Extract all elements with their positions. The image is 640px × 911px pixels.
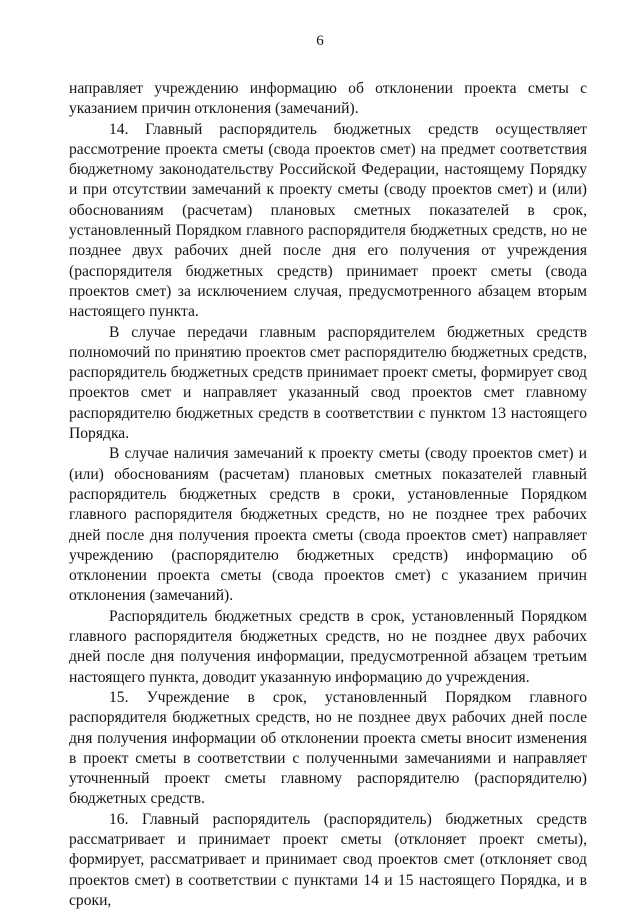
paragraph-continuation: направляет учреждению информацию об отклонении проекта сметы с указанием причин отклонения (замечаний). [69, 80, 587, 118]
document-body [69, 79, 587, 911]
paragraph-item-16: 16. Главный распорядитель (распорядитель) бюджетных средств рассматривает и принимает проект сметы (отклоняет проект сметы), формирует, рассматривает и принимает свод проектов смет (отклоняет свод проектов смет) в соответствии с пунктами 14 и 15 настоящего Порядка, и в сроки, [69, 810, 587, 909]
paragraph-item-15: 15. Учреждение в срок, установленный Порядком главного распорядителя бюджетных средств, но не позднее двух рабочих дней после дня получения информации об отклонении проекта сметы вносит изменения в проект сметы в соответствии с полученными замечаниями и направляет уточненный проект сметы главному распорядителю (распорядителю) бюджетных средств. [69, 688, 587, 808]
paragraph-item-14-distributor: Распорядитель бюджетных средств в срок, установленный Порядком главного распорядителя бюджетных средств, но не позднее двух рабочих дней после дня получения информации, предусмотренной абзацем третьим настоящего пункта, доводит указанную информацию до учреждения. [69, 607, 587, 686]
paragraph-item-14-remarks: В случае наличия замечаний к проекту сметы (своду проектов смет) и (или) обоснованиям (расчетам) плановых сметных показателей главный распорядитель бюджетных средств в сроки, установленные Порядком главного распорядителя бюджетных средств, но не позднее трех рабочих дней после дня получения проекта сметы (свода проектов смет) направляет учреждению (распорядителю бюджетных средств) информацию об отклонении проекта сметы (свода проектов смет) с указанием причин отклонения (замечаний). [69, 445, 587, 605]
page-number: 6 [316, 33, 324, 49]
paragraph-item-14: 14. Главный распорядитель бюджетных средств осуществляет рассмотрение проекта сметы (свода проектов смет) на предмет соответствия бюджетному законодательству Российской Федерации, настоящему Порядку и при отсутствии замечаний к проекту сметы (своду проектов смет) и (или) обоснованиям (расчетам) плановых сметных показателей в срок, установленный Порядком главного распорядителя бюджетных средств, но не позднее двух рабочих дней после дня его получения от учреждения (распорядителя бюджетных средств) принимает проект сметы (свода проектов смет) за исключением случая, предусмотренного абзацем вторым настоящего пункта. [69, 120, 587, 321]
paragraph-item-14-delegation: В случае передачи главным распорядителем бюджетных средств полномочий по принятию проектов смет распорядителю бюджетных средств, распорядитель бюджетных средств принимает проект сметы, формирует свод проектов смет и направляет указанный свод проектов смет главному распорядителю бюджетных средств в соответствии с пунктом 13 настоящего Порядка. [69, 323, 587, 443]
